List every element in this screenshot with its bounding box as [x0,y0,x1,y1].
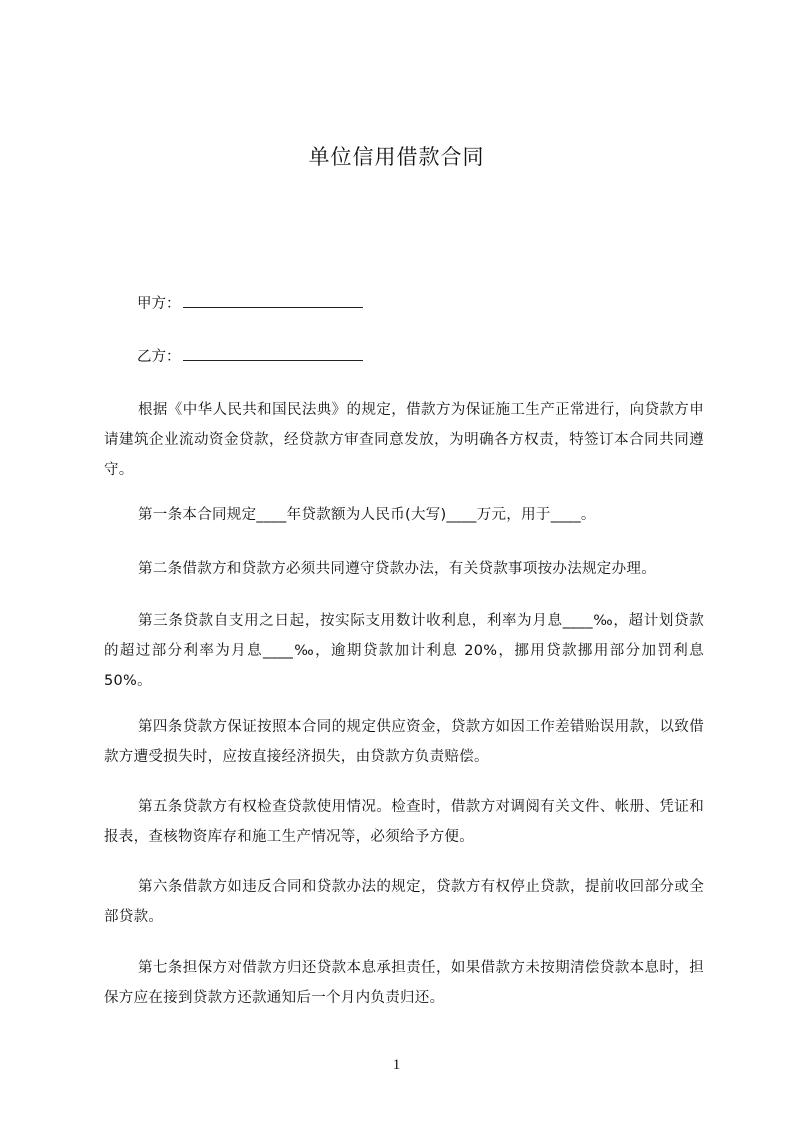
party-a-label: 甲方： [137,296,181,312]
party-b-label: 乙方： [137,349,181,365]
article-2-paragraph: 第二条借款方和贷款方必须共同遵守贷款办法，有关贷款事项按办法规定办理。 [138,561,656,577]
article-1-paragraph: 第一条本合同规定____年贷款额为人民币(大写)____万元，用于____。 [138,507,596,523]
document-title: 单位信用借款合同 [308,145,485,169]
article-6-paragraph: 第六条借款方如违反合同和贷款办法的规定，贷款方有权停止贷款，提前收回部分或全部贷款。 [104,879,704,925]
article-3-paragraph: 第三条贷款自支用之日起，按实际支用数计收利息，利率为月息____‰，超计划贷款的超过部分利率为月息____‰，逾期贷款加计利息 20%，挪用贷款挪用部分加罚利息 50%。 [104,613,704,689]
party-b-line [137,345,363,367]
party-a-blank [183,292,363,308]
preamble-paragraph: 根据《中华人民共和国民法典》的规定，借款方为保证施工生产正常进行，向贷款方申请建筑企业流动资金贷款，经贷款方审查同意发放，为明确各方权责，特签订本合同共同遵守。 [104,402,704,478]
party-b-blank [183,345,363,361]
article-7-paragraph: 第七条担保方对借款方归还贷款本息承担责任，如果借款方未按期清偿贷款本息时，担保方应在接到贷款方还款通知后一个月内负责归还。 [104,960,704,1006]
article-4-paragraph: 第四条贷款方保证按照本合同的规定供应资金，贷款方如因工作差错贻误用款，以致借款方遭受损失时，应按直接经济损失，由贷款方负责赔偿。 [104,719,704,765]
party-a-line [137,292,363,314]
page-number: 1 [392,1057,401,1073]
article-5-paragraph: 第五条贷款方有权检查贷款使用情况。检查时，借款方对调阅有关文件、帐册、凭证和报表，查核物资库存和施工生产情况等，必须给予方便。 [104,799,704,845]
